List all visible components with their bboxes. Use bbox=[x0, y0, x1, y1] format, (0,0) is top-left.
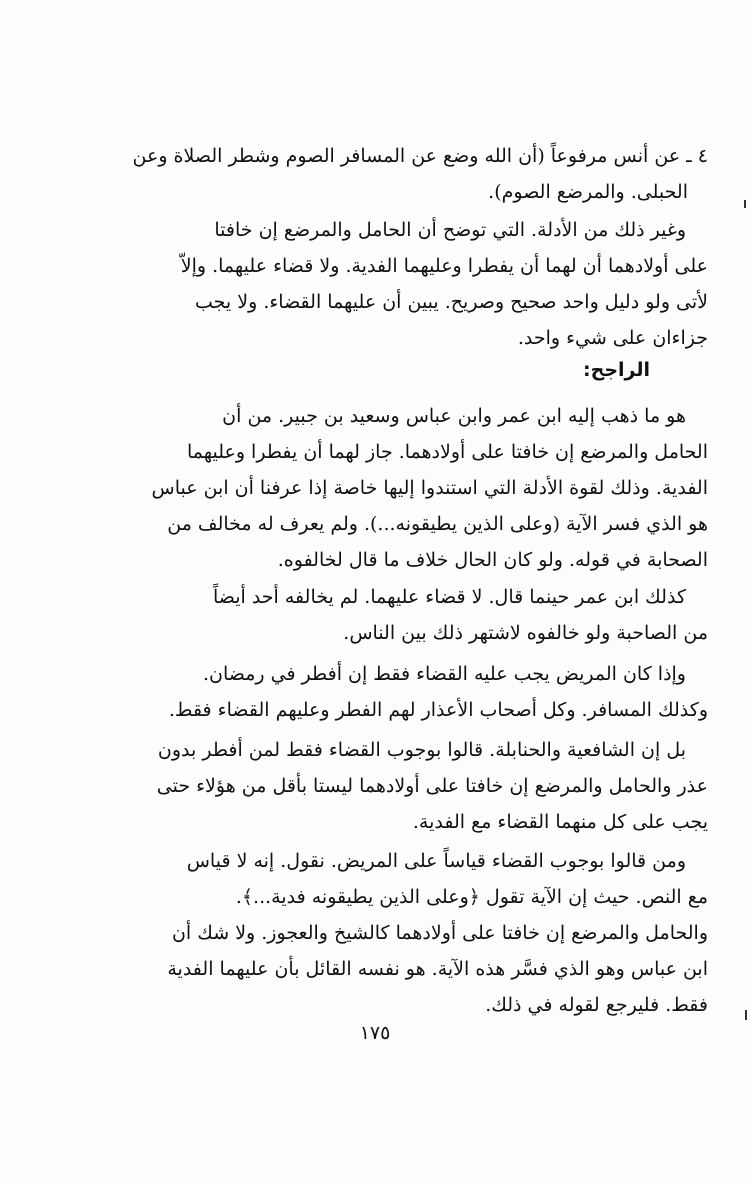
text-line: ومن قالوا بوجوب القضاء قياساً على المريض. نقول. إنه لا قياس bbox=[186, 850, 686, 872]
paragraph-preferred-opinion bbox=[50, 398, 708, 578]
scan-artifact bbox=[745, 1010, 747, 1020]
text-line: ٤ ـ عن أنس مرفوعاً (أن الله وضع عن المسافر الصوم وشطر الصلاة وعن bbox=[132, 145, 708, 167]
text-line: الحامل والمرضع إن خافتا على أولادهما. جاز لهما أن يفطرا وعليهما bbox=[186, 441, 708, 463]
text-line: كذلك ابن عمر حينما قال. لا قضاء عليهما. لم يخالفه أحد أيضاً bbox=[212, 586, 686, 608]
paragraph-other-evidence bbox=[50, 212, 708, 356]
scan-artifact bbox=[744, 200, 746, 208]
page-number: ١٧٥ bbox=[359, 1022, 391, 1044]
text-line: والحامل والمرضع إن خافتا على أولادهما كالشيخ والعجوز. ولا شك أن bbox=[171, 922, 708, 944]
text-line: مع النص. حيث إن الآية تقول ﴿وعلى الذين يطيقونه فدية...﴾. bbox=[235, 886, 708, 908]
paragraph-sick-person bbox=[50, 656, 708, 728]
paragraph-ibn-umar bbox=[50, 579, 708, 651]
text-line: الحبلى. والمرضع الصوم). bbox=[488, 181, 688, 203]
text-line: وغير ذلك من الأدلة. التي توضح أن الحامل والمرضع إن خافتا bbox=[214, 219, 686, 241]
text-line: هو ما ذهب إليه ابن عمر وابن عباس وسعيد بن جبير. من أن bbox=[222, 405, 686, 427]
text-line: وإذا كان المريض يجب عليه القضاء فقط إن أفطر في رمضان. bbox=[202, 663, 686, 685]
text-line: جزاءان على شيء واحد. bbox=[517, 327, 708, 349]
text-line: عذر والحامل والمرضع إن خافتا على أولادهما ليستا بأقل من هؤلاء حتى bbox=[156, 775, 708, 797]
paragraph-hadith-anas bbox=[50, 138, 708, 210]
text-line: الصحابة في قوله. ولو كان الحال خلاف ما قال لخالفوه. bbox=[277, 549, 708, 571]
text-line: لأتى ولو دليل واحد صحيح وصريح. يبين أن عليهما القضاء. ولا يجب bbox=[195, 291, 708, 313]
text-line: هو الذي فسر الآية (وعلى الذين يطيقونه...). ولم يعرف له مخالف من bbox=[167, 513, 708, 535]
text-line: الفدية. وذلك لقوة الأدلة التي استندوا إليها خاصة إذا عرفنا أن ابن عباس bbox=[151, 477, 708, 499]
section-heading: الراجح: bbox=[583, 359, 650, 381]
text-line: ابن عباس وهو الذي فسَّر هذه الآية. هو نفسه القائل بأن عليهما الفدية bbox=[167, 958, 708, 980]
paragraph-shafii-hanbali bbox=[50, 732, 708, 840]
text-line: وكذلك المسافر. وكل أصحاب الأعذار لهم الفطر وعليهم القضاء فقط. bbox=[168, 699, 708, 721]
text-line: على أولادهما أن لهما أن يفطرا وعليهما الفدية. ولا قضاء عليهما. وإلاّ bbox=[180, 255, 708, 277]
text-line: بل إن الشافعية والحنابلة. قالوا بوجوب القضاء فقط لمن أفطر بدون bbox=[157, 739, 686, 761]
paragraph-analogy bbox=[50, 843, 708, 1023]
text-line: يجب على كل منهما القضاء مع الفدية. bbox=[412, 811, 708, 833]
text-line: من الصاحبة ولو خالفوه لاشتهر ذلك بين الناس. bbox=[343, 622, 708, 644]
text-line: فقط. فليرجع لقوله في ذلك. bbox=[485, 994, 708, 1016]
